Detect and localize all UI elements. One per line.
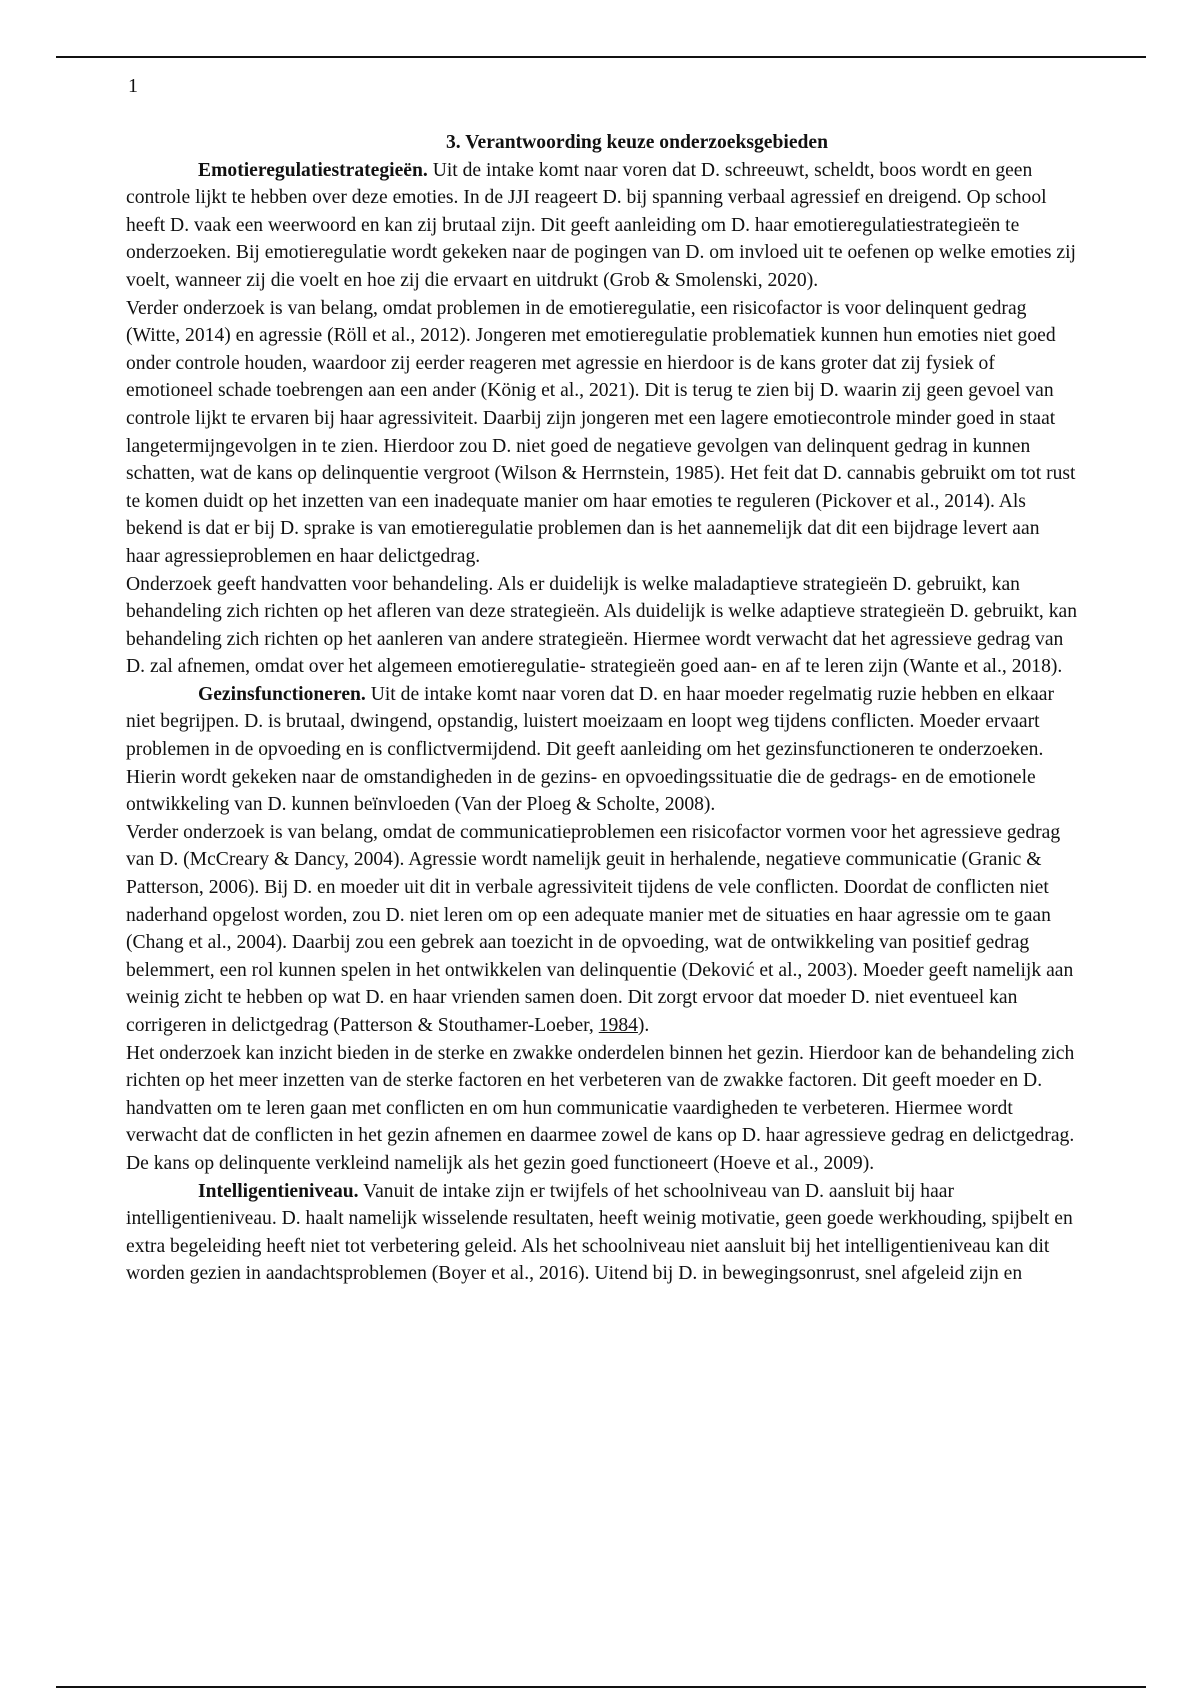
emotion-intro-paragraph xyxy=(126,157,1078,295)
citation-year-link[interactable]: 1984 xyxy=(598,1015,638,1036)
intelligence-intro-text: Vanuit de intake zijn er twijfels of het schoolniveau van D. aansluit bij haar intelligentieniveau. D. haalt namelijk wisselende resultaten, heeft weinig motivatie, geen goede werkhouding, spijbelt en extra begeleiding heeft niet tot verbetering geleid. Als het schoolniveau niet aansluit bij het intelligentieniveau kan dit worden gezien in aandachtsproblemen (Boyer et al., 2016). Uitend bij D. in bewegingsonrust, snel afgeleid zijn en xyxy=(126,1180,1073,1285)
emotion-heading: Emotieregulatiestrategieën. xyxy=(198,159,428,181)
bottom-rule xyxy=(56,1686,1146,1688)
family-relevance-end: ). xyxy=(637,1015,650,1036)
family-intro-text: Uit de intake komt naar voren dat D. en haar moeder regelmatig ruzie hebben en elkaar niet begrijpen. D. is brutaal, dwingend, opstandig, luistert moeizaam en loopt weg tijdens conflicten. Moeder ervaart problemen in de opvoeding en is conflictvermijdend. Dit geeft aanleiding om het gezinsfunctioneren te onderzoeken. Hierin wordt gekeken naar de omstandigheden in de gezins- en opvoedingssituatie die de gedrags- en de emotionele ontwikkeling van D. kunnen beïnvloeden (Van der Ploeg & Scholte, 2008). xyxy=(126,683,1055,816)
family-relevance-text: Verder onderzoek is van belang, omdat de communicatieproblemen een risicofactor vormen voor het agressieve gedrag van D. (McCreary & Dancy, 2004). Agressie wordt namelijk geuit in herhalende, negatieve communicatie (Granic & Patterson, 2006). Bij D. en moeder uit dit in verbale agressiviteit tijdens de vele conflicten. Doordat de conflicten niet naderhand opgelost worden, zou D. niet leren om op een adequate manier met de situaties en haar agressie om te gaan (Chang et al., 2004). Daarbij zou een gebrek aan toezicht in de opvoeding, wat de ontwikkeling van positief gedrag belemmert, een rol kunnen spelen in het ontwikkelen van delinquentie (Deković et al., 2003). Moeder geeft namelijk aan weinig zicht te hebben op wat D. en haar vrienden samen doen. Dit zorgt ervoor dat moeder D. niet eventueel kan corrigeren in delictgedrag (Patterson & Stouthamer-Loeber, xyxy=(126,821,1074,1036)
section-title: 3. Verantwoording keuze onderzoeksgebieden xyxy=(445,132,829,153)
top-rule xyxy=(56,56,1146,58)
family-treatment-paragraph: Het onderzoek kan inzicht bieden in de sterke en zwakke onderdelen binnen het gezin. Hierdoor kan de behandeling zich richten op het meer inzetten van de sterke factoren en het verbeteren van de zwakke factoren. Dit geeft moeder en D. handvatten om te leren gaan met conflicten en om hun communicatie vaardigheden te verbeteren. Hiermee wordt verwacht dat de conflicten in het gezin afnemen en daarmee zowel de kans op D. haar agressieve gedrag en delictgedrag. De kans op delinquente verkleind namelijk als het gezin goed functioneert (Hoeve et al., 2009). xyxy=(126,1042,1075,1174)
intelligence-heading: Intelligentieniveau. xyxy=(198,1180,359,1202)
page-number: 1 xyxy=(128,75,138,97)
emotion-treatment-paragraph: Onderzoek geeft handvatten voor behandeling. Als er duidelijk is welke maladaptieve strategieën D. gebruikt, kan behandeling zich richten op het afleren van deze strategieën. Als duidelijk is welke adaptieve strategieën D. gebruikt, kan behandeling zich richten op het aanleren van andere strategieën. Hiermee wordt verwacht dat het agressieve gedrag van D. zal afnemen, omdat over het algemeen emotieregulatie- strategieën goed aan- en af te leren zijn (Wante et al., 2018). xyxy=(126,573,1078,678)
emotion-intro-text: Uit de intake komt naar voren dat D. schreeuwt, scheldt, boos wordt en geen controle lijkt te hebben over deze emoties. In de JJI reageert D. bij spanning verbaal agressief en dreigend. Op school heeft D. vaak een weerwoord en kan zij brutaal zijn. Dit geeft aanleiding om D. haar emotieregulatiestrategieën te onderzoeken. Bij emotieregulatie wordt gekeken naar de pogingen van D. om invloed uit te oefenen op welke emoties zij voelt, wanneer zij die voelt en hoe zij die ervaart en uitdrukt (Grob & Smolenski, 2020). xyxy=(126,159,1076,291)
family-heading: Gezinsfunctioneren. xyxy=(198,683,366,705)
family-relevance-paragraph xyxy=(126,819,1078,1040)
intelligence-intro-paragraph xyxy=(126,1178,1078,1288)
document-body xyxy=(126,129,1078,1288)
family-intro-paragraph xyxy=(126,681,1078,819)
emotion-relevance-paragraph: Verder onderzoek is van belang, omdat problemen in de emotieregulatie, een risicofactor is voor delinquent gedrag (Witte, 2014) en agressie (Röll et al., 2012). Jongeren met emotieregulatie problematiek kunnen hun emoties niet goed onder controle houden, waardoor zij eerder reageren met agressie en hierdoor is de kans groter dat zij fysiek of emotioneel schade toebrengen aan een ander (König et al., 2021). Dit is terug te zien bij D. waarin zij geen gevoel van controle lijkt te ervaren bij haar agressiviteit. Daarbij zijn jongeren met een lagere emotiecontrole minder goed in staat langetermijngevolgen in te zien. Hierdoor zou D. niet goed de negatieve gevolgen van delinquent gedrag in kunnen schatten, wat de kans op delinquentie vergroot (Wilson & Herrnstein, 1985). Het feit dat D. cannabis gebruikt om tot rust te komen duidt op het inzetten van een inadequate manier om haar emoties te reguleren (Pickover et al., 2014). Als bekend is dat er bij D. sprake is van emotieregulatie problemen dan is het aannemelijk dat dit een bijdrage levert aan haar agressieproblemen en haar delictgedrag. xyxy=(126,297,1076,567)
